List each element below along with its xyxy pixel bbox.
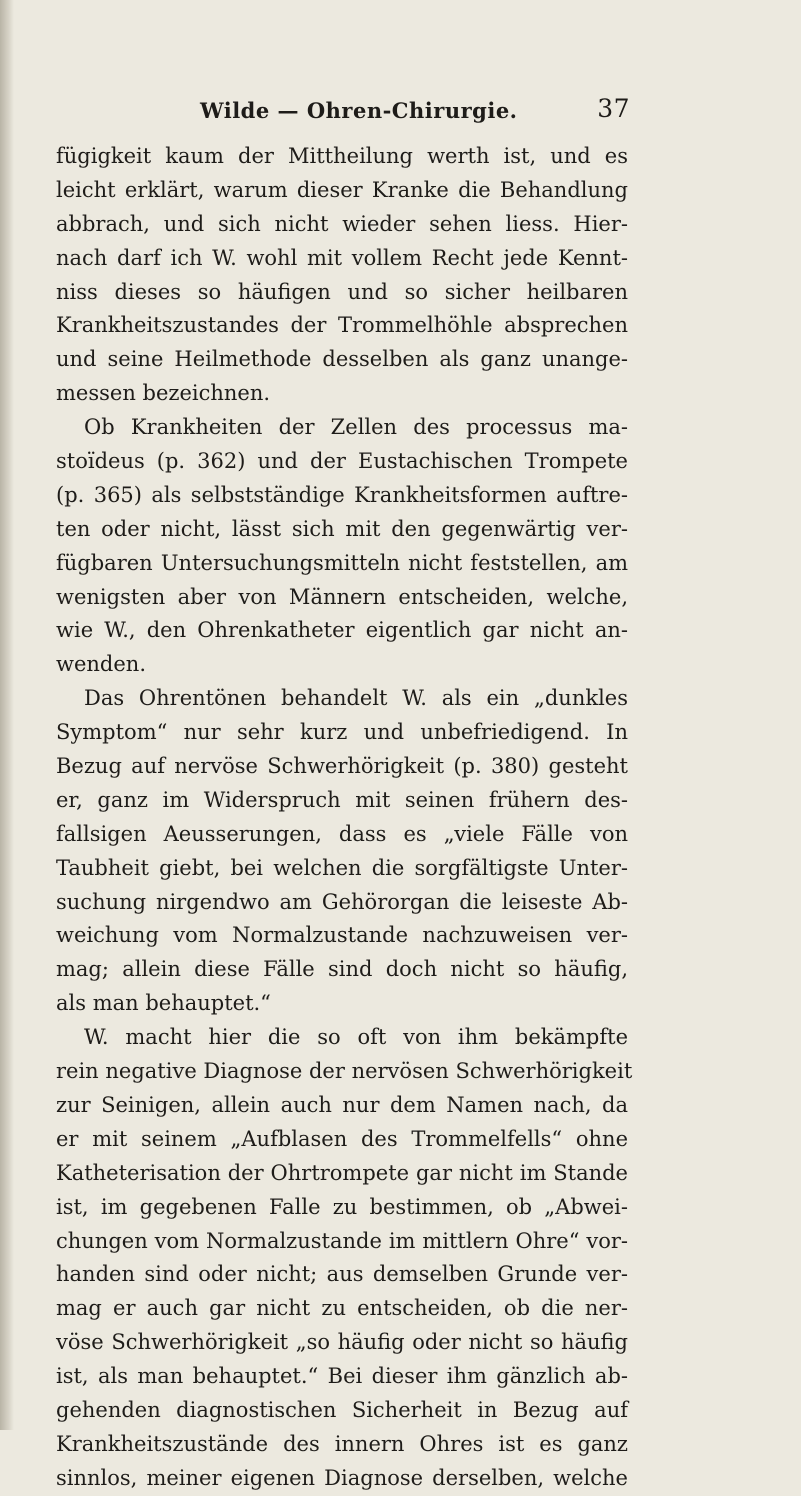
text-line: sinnlos, meiner eigenen Diagnose derselben, welche [56, 1465, 628, 1490]
text-line: gehenden diagnostischen Sicherheit in Bezug auf [56, 1397, 628, 1422]
text-line: stoïdeus (p. 362) und der Eustachischen Trompete [56, 449, 628, 474]
text-line: wie W., den Ohrenkatheter eigentlich gar nicht an- [56, 618, 628, 643]
text-line: handen sind oder nicht; aus demselben Grunde ver- [56, 1262, 628, 1287]
paragraph [56, 140, 628, 411]
text-line: Katheterisation der Ohrtrompete gar nicht im Stande [56, 1160, 628, 1185]
text-line: fügbaren Untersuchungsmitteln nicht feststellen, am [56, 550, 628, 575]
text-line: er, ganz im Widerspruch mit seinen frühern des- [56, 787, 628, 812]
text-line: er mit seinem „Aufblasen des Trommelfells“ ohne [56, 1126, 628, 1151]
text-line: mag; allein diese Fälle sind doch nicht so häufig, [56, 957, 628, 982]
text-line: wenden. [56, 652, 146, 677]
text-line: W. macht hier die so oft von ihm bekämpfte [84, 1025, 628, 1050]
paragraph [56, 682, 628, 1021]
text-line: Krankheitszustandes der Trommelhöhle absprechen [56, 313, 628, 338]
running-title: Wilde — Ohren-Chirurgie. [200, 98, 518, 123]
text-line: ist, im gegebenen Falle zu bestimmen, ob „Abwei- [56, 1194, 628, 1219]
text-line: Ob Krankheiten der Zellen des processus ma- [84, 415, 628, 440]
text-line: ist, als man behauptet.“ Bei dieser ihm gänzlich ab- [56, 1364, 628, 1389]
text-line: als man behauptet.“ [56, 991, 271, 1016]
text-line: (p. 365) als selbstständige Krankheitsformen auftre- [56, 482, 628, 507]
text-line: und seine Heilmethode desselben als ganz unange- [56, 347, 628, 372]
text-line: wenigsten aber von Männern entscheiden, welche, [56, 584, 628, 609]
paragraph [56, 1021, 633, 1495]
text-line: zur Seinigen, allein auch nur dem Namen nach, da [56, 1092, 628, 1117]
text-line: mag er auch gar nicht zu entscheiden, ob die ner- [56, 1296, 628, 1321]
text-line: Symptom“ nur sehr kurz und unbefriedigend. In [56, 720, 628, 745]
text-line: suchung nirgendwo am Gehörorgan die leiseste Ab- [56, 889, 628, 914]
paragraph [56, 411, 628, 682]
text-line: Krankheitszustände des innern Ohres ist es ganz [56, 1431, 628, 1456]
text-line: vöse Schwerhörigkeit „so häufig oder nicht so häufig [56, 1330, 628, 1355]
text-line: niss dieses so häufigen und so sicher heilbaren [56, 279, 628, 304]
text-line: nach darf ich W. wohl mit vollem Recht jede Kennt- [56, 245, 628, 270]
text-line: Taubheit giebt, bei welchen die sorgfältigste Unter- [56, 855, 628, 880]
text-line: Das Ohrentönen behandelt W. als ein „dunkles [84, 686, 628, 711]
text-line: rein negative Diagnose der nervösen Schwerhörigkeit [56, 1059, 633, 1084]
page-edge-shadow [0, 0, 14, 1430]
page-number: 37 [597, 94, 630, 123]
text-line: ten oder nicht, lässt sich mit den gegenwärtig ver- [56, 516, 628, 541]
text-line: abbrach, und sich nicht wieder sehen liess. Hier- [56, 211, 628, 236]
text-line: Bezug auf nervöse Schwerhörigkeit (p. 380) gesteht [56, 754, 628, 779]
text-line: leicht erklärt, warum dieser Kranke die Behandlung [56, 177, 628, 202]
text-line: fügigkeit kaum der Mittheilung werth ist, und es [56, 144, 628, 168]
text-line: fallsigen Aeusserungen, dass es „viele Fälle von [56, 821, 628, 846]
running-header [200, 94, 630, 123]
text-line: weichung vom Normalzustande nachzuweisen ver- [56, 923, 628, 948]
text-line: messen bezeichnen. [56, 381, 271, 406]
text-line: chungen vom Normalzustande im mittlern Ohre“ vor- [56, 1228, 628, 1253]
body-text [56, 140, 633, 1496]
